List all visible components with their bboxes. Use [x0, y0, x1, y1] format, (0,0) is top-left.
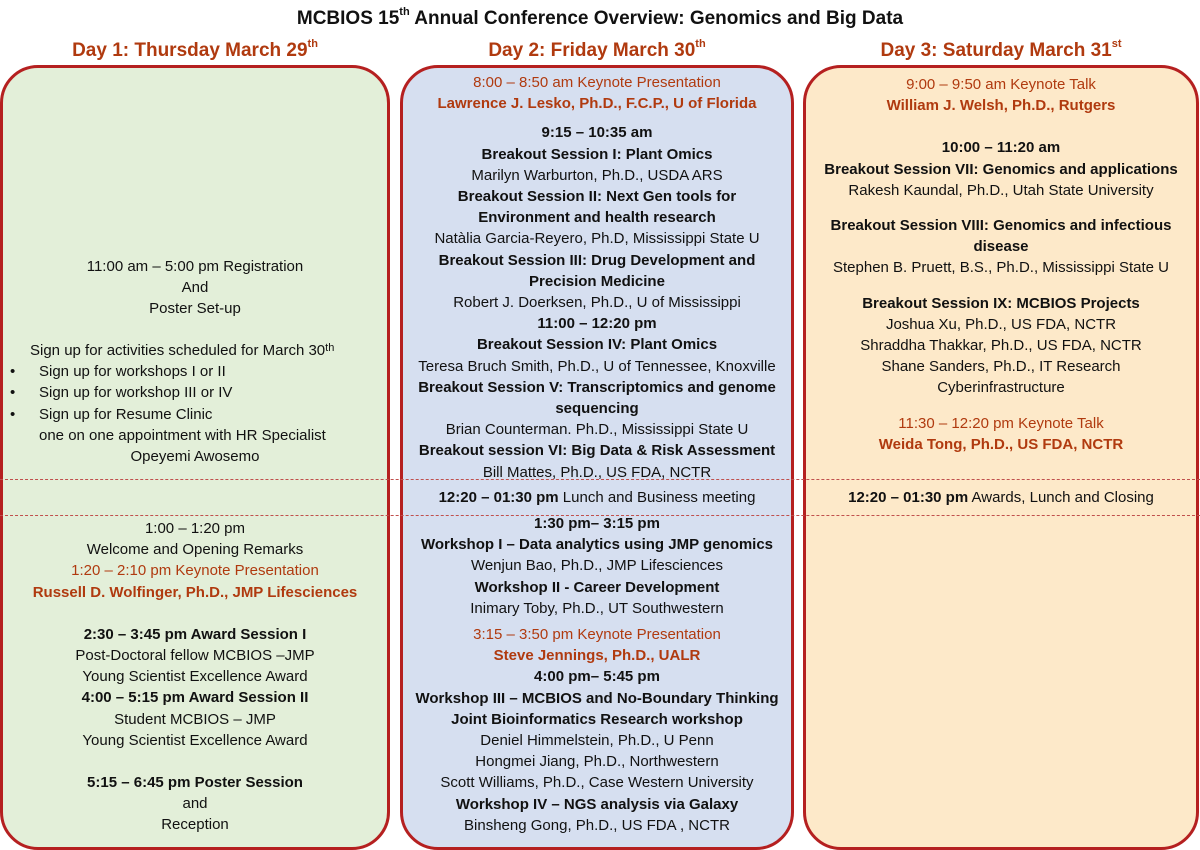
day2-lunch: 12:20 – 01:30 pm Lunch and Business meeting [438, 489, 756, 506]
day1-registration: 11:00 am – 5:00 pm Registration And Poster Set-up [86, 258, 304, 318]
signup-item: • Sign up for workshops I or II [0, 361, 390, 382]
day3-closing: 12:20 – 01:30 pm Awards, Lunch and Closing [848, 489, 1154, 506]
day2-morning: 8:00 – 8:50 am Keynote Presentation Lawrence J. Lesko, Ph.D., F.C.P., U of Florida 9:15 – 10:35 am Breakout Session I: Plant Omics Marilyn Warburton, Ph.D., USDA ARS Breakout Session II: Next Gen tools for Environment and health research Natàlia Garcia-Reyero, Ph.D, Mississippi State U Breakout Session III: Drug Development and Precision Medicine Robert J. Doerksen, Ph.D., U of Mississippi 11:00 – 12:20 pm Breakout Session IV: Plant Omics Teresa Bruch Smith, Ph.D., U of Tennessee, Knoxville Breakout Session V: Transcriptomics and genome sequencing Brian Counterman. Ph.D., Mississippi State U Breakout session VI: Big Data & Risk Assessment Bill Mattes, Ph.D., US FDA, NCTR [418, 74, 776, 481]
signup-item: • Sign up for workshop III or IV [0, 382, 390, 403]
day2-header: Day 2: Friday March 30th [488, 38, 706, 61]
day3-header: Day 3: Saturday March 31st [880, 38, 1122, 61]
signup-item: • Sign up for Resume Clinic [0, 404, 390, 425]
day2-afternoon: 1:30 pm– 3:15 pm Workshop I – Data analytics using JMP genomics Wenjun Bao, Ph.D., JMP Lifesciences Workshop II - Career Development Inimary Toby, Ph.D., UT Southwestern 3:15 – 3:50 pm Keynote Presentation Steve Jennings, Ph.D., UALR 4:00 pm– 5:45 pm Workshop III – MCBIOS and No-Boundary Thinking Joint Bioinformatics Research workshop Deniel Himmelstein, Ph.D., U Penn Hongmei Jiang, Ph.D., Northwestern Scott Williams, Ph.D., Case Western University Workshop IV – NGS analysis via Galaxy Binsheng Gong, Ph.D., US FDA , NCTR [415, 515, 779, 834]
day1-afternoon: 1:00 – 1:20 pm Welcome and Opening Remarks 1:20 – 2:10 pm Keynote Presentation Russell D. Wolfinger, Ph.D., JMP Lifesciences 2:30 – 3:45 pm Award Session I Post-Doctoral fellow MCBIOS –JMP Young Scientist Excellence Award 4:00 – 5:15 pm Award Session II Student MCBIOS – JMP Young Scientist Excellence Award 5:15 – 6:45 pm Poster Session and Reception [32, 520, 358, 834]
day1-signup: Sign up for activities scheduled for March 30th • Sign up for workshops I or II • Sign up for workshop III or IV • Sign up for Resume Clinic one on one appointment with HR Specialist Opeyemi Awosemo [0, 340, 390, 467]
day1-header: Day 1: Thursday March 29th [72, 38, 318, 61]
day3-morning: 9:00 – 9:50 am Keynote Talk William J. Welsh, Ph.D., Rutgers 10:00 – 11:20 am Breakout Session VII: Genomics and applications Rakesh Kaundal, Ph.D., Utah State University Breakout Session VIII: Genomics and infectious disease Stephen B. Pruett, B.S., Ph.D., Mississippi State U Breakout Session IX: MCBIOS Projects Joshua Xu, Ph.D., US FDA, NCTR Shraddha Thakkar, Ph.D., US FDA, NCTR Shane Sanders, Ph.D., IT Research Cyberinfrastructure 11:30 – 12:20 pm Keynote Talk Weida Tong, Ph.D., US FDA, NCTR [824, 76, 1178, 453]
conference-title: MCBIOS 15th Annual Conference Overview: Genomics and Big Data [296, 6, 904, 29]
